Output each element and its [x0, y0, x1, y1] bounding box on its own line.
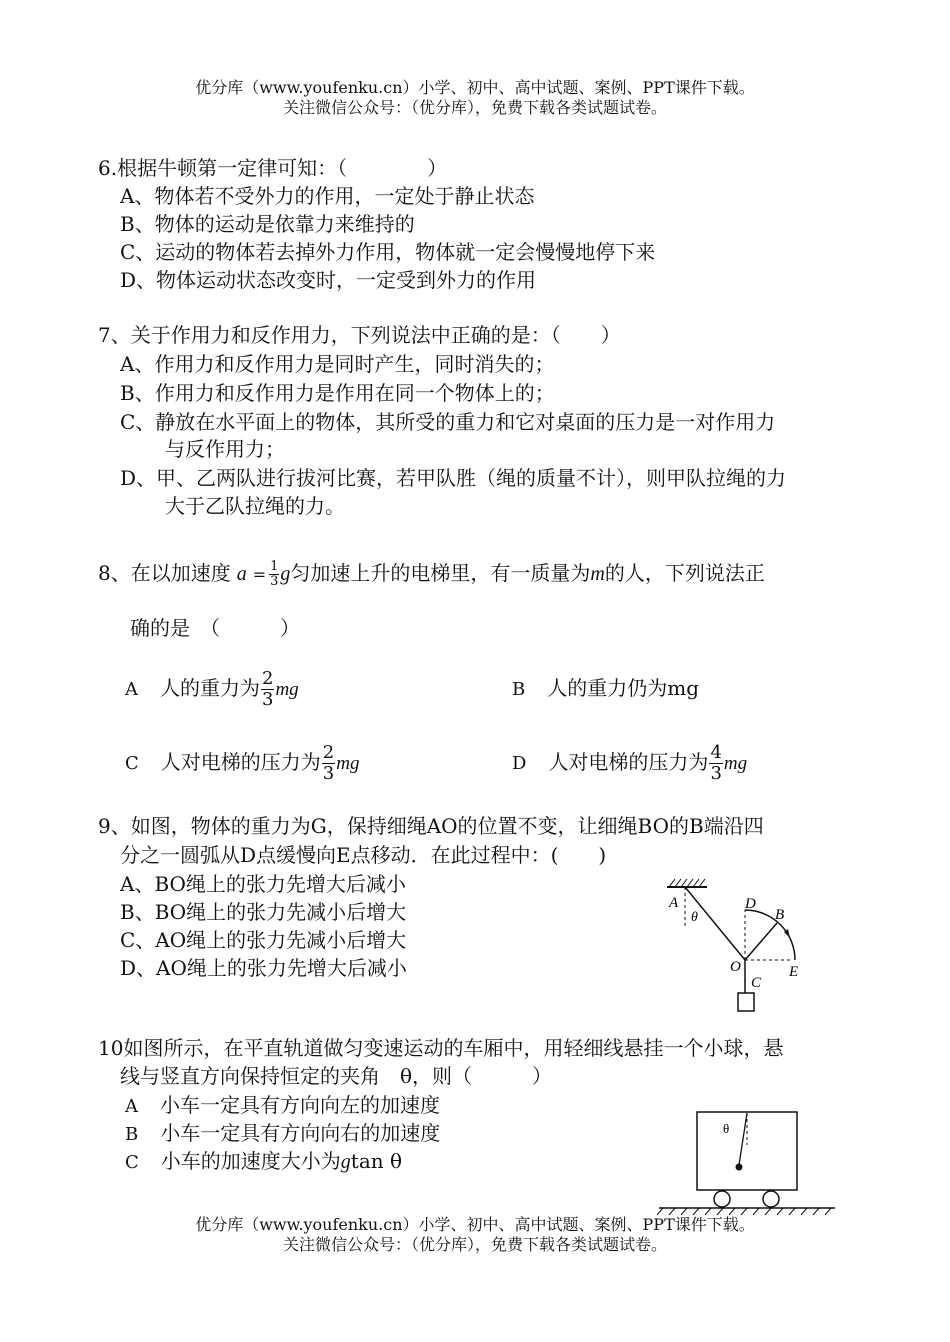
q9-label-a: A [669, 895, 679, 911]
q9-stem-line1: 9、如图，物体的重力为G，保持细绳AO的位置不变，让细绳BO的B端沿四 [98, 814, 764, 838]
q7-option-b: B、作用力和反作用力是作用在同一个物体上的； [120, 381, 555, 405]
q7-stem: 7、关于作用力和反作用力，下列说法中正确的是：（ ） [98, 323, 621, 347]
q8-option-b-text: 人的重力仍为mg [547, 676, 700, 700]
q10-ball [736, 1164, 743, 1171]
page-header-line2: 关注微信公众号：（优分库），免费下载各类试题试卷。 [282, 98, 667, 117]
q10-figure [655, 1105, 840, 1217]
q8-option-c-fraction [322, 743, 335, 784]
q10-option-b [125, 1121, 440, 1147]
q10-option-a [125, 1093, 440, 1119]
q10-option-c-text: 小车的加速度大小为 [160, 1149, 341, 1173]
q10-ground-hatch [657, 1208, 831, 1215]
q9-label-o: O [730, 959, 741, 975]
q8-stem [98, 558, 765, 590]
q8-option-d-fraction [709, 743, 722, 784]
q10-option-a-text: 小车一定具有方向向左的加速度 [160, 1093, 440, 1117]
page-header-line1: 优分库（www.youfenku.cn）小学、初中、高中试题、案例、PPT课件下载。 [195, 78, 755, 97]
q10-option-c-g: g [340, 1151, 351, 1173]
q8-frac-num: 1 [270, 559, 279, 574]
q9-weight-block [738, 993, 754, 1011]
q8-fraction [269, 560, 279, 589]
q9-ceiling-hatch [669, 879, 705, 887]
q9-rope-bo [745, 923, 777, 960]
q8-option-a-mg: mg [275, 679, 299, 700]
q8-option-a-fraction [261, 669, 274, 710]
q8-option-d [512, 742, 747, 784]
q8-option-c [125, 742, 359, 784]
q10-option-a-label: A [125, 1096, 138, 1117]
q8-option-d-text: 人对电梯的压力为 [548, 750, 709, 774]
q9-option-a: A、BO绳上的张力先增大后减小 [120, 872, 406, 896]
q10-stem-line2: 线与竖直方向保持恒定的夹角 θ，则（ ） [120, 1064, 553, 1088]
q9-option-d: D、AO绳上的张力先增大后减小 [120, 956, 407, 980]
q8-stem-post: 的人，下列说法正 [604, 561, 765, 585]
q8-option-c-text: 人对电梯的压力为 [160, 750, 321, 774]
q7-option-c: C、静放在水平面上的物体，其所受的重力和它对桌面的压力是一对作用力 [120, 410, 776, 434]
q8-option-a-label: A [125, 679, 138, 700]
q9-option-c: C、AO绳上的张力先减小后增大 [120, 928, 407, 952]
q10-cart-body [697, 1112, 797, 1190]
q8-option-c-num: 2 [322, 742, 335, 763]
page-footer-line1: 优分库（www.youfenku.cn）小学、初中、高中试题、案例、PPT课件下载。 [195, 1215, 755, 1234]
q6-option-b: B、物体的运动是依靠力来维持的 [120, 212, 415, 236]
q10-wheel-left [714, 1191, 730, 1207]
q6-option-d: D、物体运动状态改变时，一定受到外力的作用 [120, 268, 537, 292]
q8-option-d-num: 4 [710, 742, 722, 763]
q6-option-c: C、运动的物体若去掉外力作用，物体就一定会慢慢地停下来 [120, 240, 656, 264]
q9-label-c: C [751, 975, 762, 991]
q8-var-a: a [236, 563, 247, 585]
q8-option-d-den: 3 [710, 763, 722, 784]
q8-frac-den: 3 [270, 574, 279, 589]
q8-stem-line2: 确的是 （ ） [130, 616, 300, 640]
q8-option-c-den: 3 [322, 763, 335, 784]
q8-var-g: g [280, 563, 291, 585]
q7-option-d: D、甲、乙两队进行拔河比赛，若甲队胜（绳的质量不计），则甲队拉绳的力 [120, 466, 787, 490]
q8-option-b [512, 676, 699, 702]
q10-wheel-right [763, 1191, 779, 1207]
page-footer-line2: 关注微信公众号：（优分库），免费下载各类试题试卷。 [282, 1235, 667, 1254]
q9-label-b: B [775, 907, 785, 923]
q10-label-theta: θ [723, 1121, 730, 1136]
q6-option-a: A、物体若不受外力的作用，一定处于静止状态 [120, 184, 535, 208]
q8-option-d-mg: mg [723, 753, 748, 774]
q8-stem-mid: 匀加速上升的电梯里，有一质量为 [290, 561, 591, 585]
q9-label-e: E [789, 964, 799, 980]
q10-stem-line1: 10如图所示，在平直轨道做匀变速运动的车厢中，用轻细线悬挂一个小球，悬 [98, 1036, 784, 1060]
q8-option-c-label: C [125, 753, 139, 774]
q8-option-a-num: 2 [262, 668, 274, 689]
q8-option-a-den: 3 [262, 689, 274, 710]
q6-stem: 6.根据牛顿第一定律可知：（ ） [98, 156, 448, 180]
q8-equals: = [252, 565, 267, 584]
q9-stem-line2: 分之一圆弧从D点缓慢向E点移动．在此过程中：( ) [120, 843, 607, 867]
q9-label-theta: θ [691, 910, 698, 925]
q10-option-c [125, 1149, 402, 1175]
q8-option-a [125, 668, 299, 710]
q9-label-d: D [745, 896, 756, 912]
q9-figure [655, 875, 815, 1020]
q7-option-d-cont: 大于乙队拉绳的力。 [165, 494, 345, 518]
q9-option-b: B、BO绳上的张力先减小后增大 [120, 900, 407, 924]
q8-option-b-label: B [512, 679, 526, 700]
q8-stem-pre: 8、在以加速度 [98, 561, 231, 585]
q10-option-c-tan: tan θ [350, 1149, 403, 1173]
q7-option-a: A、作用力和反作用力是同时产生，同时消失的； [120, 352, 555, 376]
q8-option-c-mg: mg [336, 753, 360, 774]
q10-option-b-label: B [125, 1124, 139, 1145]
q8-option-d-label: D [512, 753, 527, 774]
q10-option-c-label: C [125, 1152, 139, 1173]
q8-var-m: m [590, 563, 605, 585]
q10-option-b-text: 小车一定具有方向向右的加速度 [160, 1121, 441, 1145]
q8-option-a-text: 人的重力为 [160, 676, 260, 700]
q7-option-c-cont: 与反作用力； [165, 437, 285, 461]
